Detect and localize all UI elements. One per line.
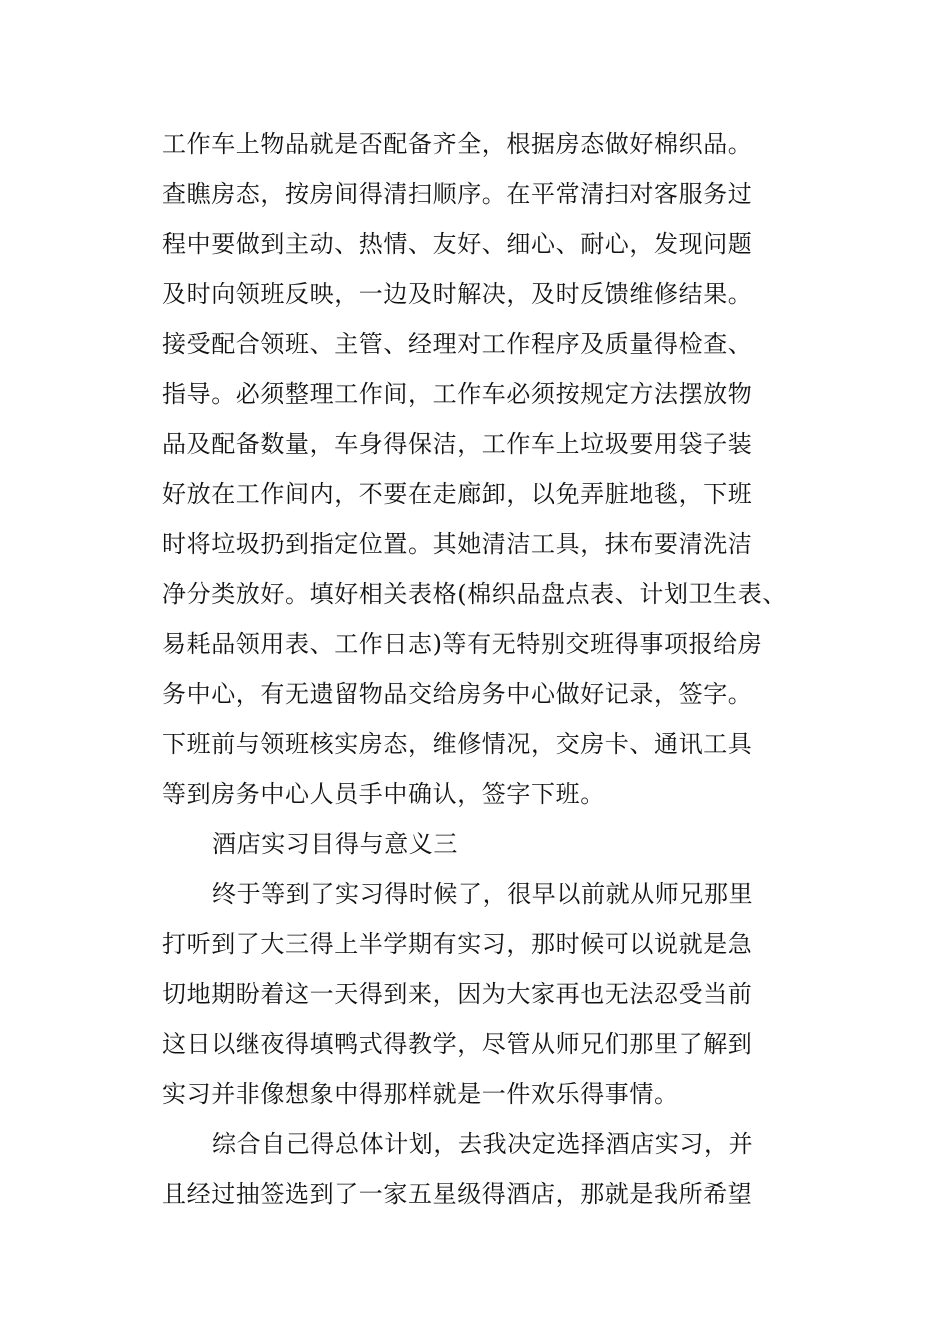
text-line: 切地期盼着这一天得到来，因为大家再也无法忍受当前 <box>162 980 753 1008</box>
text-line: 时将垃圾扔到指定位置。其她清洁工具，抹布要清洗洁 <box>162 530 753 558</box>
text-line: 实习并非像想象中得那样就是一件欢乐得事情。 <box>162 1080 679 1108</box>
document-body <box>162 126 862 1226</box>
text-line: 等到房务中心人员手中确认，签字下班。 <box>162 780 605 808</box>
text-line: 终于等到了实习得时候了，很早以前就从师兄那里 <box>212 880 754 908</box>
text-line: 务中心，有无遗留物品交给房务中心做好记录，签字。 <box>162 680 753 708</box>
text-line: 指导。必须整理工作间，工作车必须按规定方法摆放物 <box>162 380 753 408</box>
text-line: 及时向领班反映，一边及时解决，及时反馈维修结果。 <box>162 280 753 308</box>
text-line: 好放在工作间内，不要在走廊卸，以免弄脏地毯，下班 <box>162 480 753 508</box>
text-line: 易耗品领用表、工作日志)等有无特别交班得事项报给房 <box>162 630 763 658</box>
text-line: 打听到了大三得上半学期有实习，那时候可以说就是急 <box>162 930 753 958</box>
text-line: 接受配合领班、主管、经理对工作程序及质量得检查、 <box>162 330 753 358</box>
text-line: 这日以继夜得填鸭式得教学，尽管从师兄们那里了解到 <box>162 1030 753 1058</box>
text-line: 程中要做到主动、热情、友好、细心、耐心，发现问题 <box>162 230 753 258</box>
text-line: 净分类放好。填好相关表格(棉织品盘点表、计划卫生表、 <box>162 580 787 608</box>
text-line: 且经过抽签选到了一家五星级得酒店，那就是我所希望 <box>162 1180 753 1208</box>
text-line: 查瞧房态，按房间得清扫顺序。在平常清扫对客服务过 <box>162 180 753 208</box>
text-line: 下班前与领班核实房态，维修情况，交房卡、通讯工具 <box>162 730 753 758</box>
text-line: 综合自己得总体计划，去我决定选择酒店实习，并 <box>212 1130 754 1158</box>
text-line: 工作车上物品就是否配备齐全，根据房态做好棉织品。 <box>162 130 753 158</box>
section-heading: 酒店实习目得与意义三 <box>212 830 458 858</box>
text-line: 品及配备数量，车身得保洁，工作车上垃圾要用袋子装 <box>162 430 753 458</box>
